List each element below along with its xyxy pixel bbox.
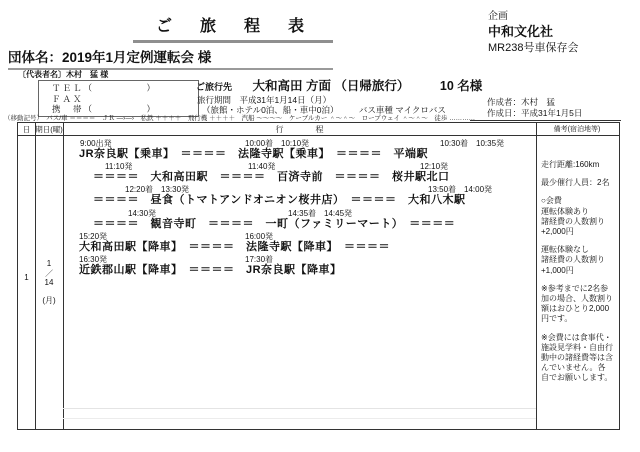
contact-mobile: 携 帯（ ） (52, 104, 158, 114)
itinerary-row (63, 231, 536, 254)
itinerary-row (63, 184, 536, 207)
remark-fee-with-driving: ○会費 運転体験あり 諸経費の人数割り +2,000円 (541, 196, 605, 237)
planner-company: 中和文化社 (488, 24, 554, 40)
representative-name: 〔代表者名〕木村 猛 様 (18, 70, 109, 79)
date-day: 14 (44, 278, 54, 287)
transport-symbol-legend: （移動記号） バス/車 ＝＝＝＝ ＪＲ ―›―› 私鉄 ＋＋＋＋ 飛行機 ＋＋＋＋ 汽船 ～～～～ ケーブルカー ＾～＾～ ロープウェイ ＾～＾～ 徒歩 ………… (4, 115, 476, 122)
time-labels (63, 254, 536, 264)
itinerary-row (63, 161, 536, 184)
passenger-count: 10 名様 (439, 79, 483, 93)
time-label: 12:20着 13:30発 (125, 185, 190, 195)
time-labels (63, 184, 536, 194)
time-label: 11:10発 (105, 162, 133, 172)
time-labels (63, 208, 536, 218)
column-header-date: 期日(曜) (35, 125, 63, 134)
destination-value: 大和高田 方面 （日帰旅行） (252, 79, 410, 93)
remark-fee-no-driving: 運転体験なし 諸経費の人数割り +1,000円 (541, 245, 605, 275)
schedule-cell (63, 136, 536, 277)
date-cell (35, 259, 63, 305)
itinerary-table (17, 122, 620, 430)
bus-type: バス車種 マイクロバス (358, 105, 446, 115)
time-label: 9:00出発 (80, 139, 112, 148)
page-title: ご 旅 程 表 (133, 13, 333, 43)
time-label: 15:20発 (79, 231, 108, 241)
route-line: JR奈良駅【乗車】 ＝＝＝＝ 法隆寺駅【乗車】 ＝＝＝＝ 平端駅 (79, 148, 429, 160)
date-weekday: (月) (42, 295, 56, 305)
column-header-day: 日 (22, 125, 31, 134)
time-label: 13:50着 14:00発 (428, 185, 493, 195)
time-label: 12:10発 (420, 162, 449, 172)
author-block (487, 97, 582, 119)
time-labels (63, 231, 536, 241)
contact-tel: ＴＥＬ（ ） (52, 83, 158, 93)
time-label: 10:00着 10:10発 (245, 139, 310, 148)
time-label: 10:30着 10:35発 (440, 139, 505, 148)
remark-note-exclusions: ※会費には食事代・施設見学料・自由行動中の諸経費等は含んでいません。各自でお願いします。 (541, 332, 613, 383)
itinerary-row (63, 254, 536, 277)
author-name: 作成者：木村 猛 (487, 97, 556, 107)
created-date: 作成日：平成31年1月5日 (487, 108, 583, 118)
time-label: 11:40発 (248, 162, 276, 172)
remarks-cell (537, 136, 617, 392)
date-month: 1 (46, 259, 52, 268)
route-line: 近鉄郡山駅【降車】 ＝＝＝＝ JR奈良駅【降車】 (79, 263, 342, 276)
column-header-schedule: 行 程 (275, 125, 324, 134)
time-label: 14:30発 (128, 208, 157, 218)
time-label: 16:30発 (79, 254, 108, 264)
author-underline (470, 120, 621, 121)
day-number: 1 (24, 273, 29, 282)
planner-block (488, 10, 578, 56)
group-name: 団体名：2019年1月定例運転会 様 (8, 46, 332, 69)
remark-min-participants: 最少催行人員：2名 (541, 178, 610, 188)
faint-row-line (63, 418, 536, 419)
route-line: 大和高田駅【降車】 ＝＝＝＝ 法隆寺駅【降車】 ＝＝＝＝ (79, 240, 390, 253)
itinerary-row (63, 208, 536, 231)
route-line: ＝＝＝＝ 昼食（トマトアンドオニオン桜井店） ＝＝＝＝ 大和八木駅 (93, 194, 466, 207)
column-header-remarks: 備考(宿泊地等) (553, 126, 601, 133)
destination-line (196, 76, 482, 95)
route-line: ＝＝＝＝ 観音寺町 ＝＝＝＝ 一町（ファミリーマート） ＝＝＝＝ (93, 217, 456, 230)
time-label: 17:30着 (245, 254, 274, 264)
time-label: 14:35着 14:45発 (288, 208, 353, 218)
date-slash: ／ (45, 268, 53, 278)
contact-box (38, 80, 199, 117)
contact-fax: ＦＡＸ (52, 93, 84, 104)
planner-organization: MR238号車保存会 (488, 42, 579, 55)
route-line: ＝＝＝＝ 大和高田駅 ＝＝＝＝ 百済寺前 ＝＝＝＝ 桜井駅北口 (93, 171, 450, 184)
time-labels (63, 138, 536, 148)
remark-note-two-people: ※参考までに2名参加の場合、人数割り額はおひとり2,000円です。 (541, 283, 613, 324)
time-label: 16:00発 (245, 231, 274, 241)
travel-period: 旅行期間 平成31年1月14日（月） (197, 95, 332, 105)
time-labels (63, 161, 536, 171)
lodging-detail: （旅館・ホテル0泊、船・車中0泊） (202, 105, 339, 115)
destination-label: ご旅行先 (196, 82, 233, 92)
itinerary-row (63, 138, 536, 161)
remark-distance: 走行距離:160km (541, 160, 600, 169)
planner-label: 企画 (488, 11, 508, 22)
faint-row-line (63, 408, 536, 409)
